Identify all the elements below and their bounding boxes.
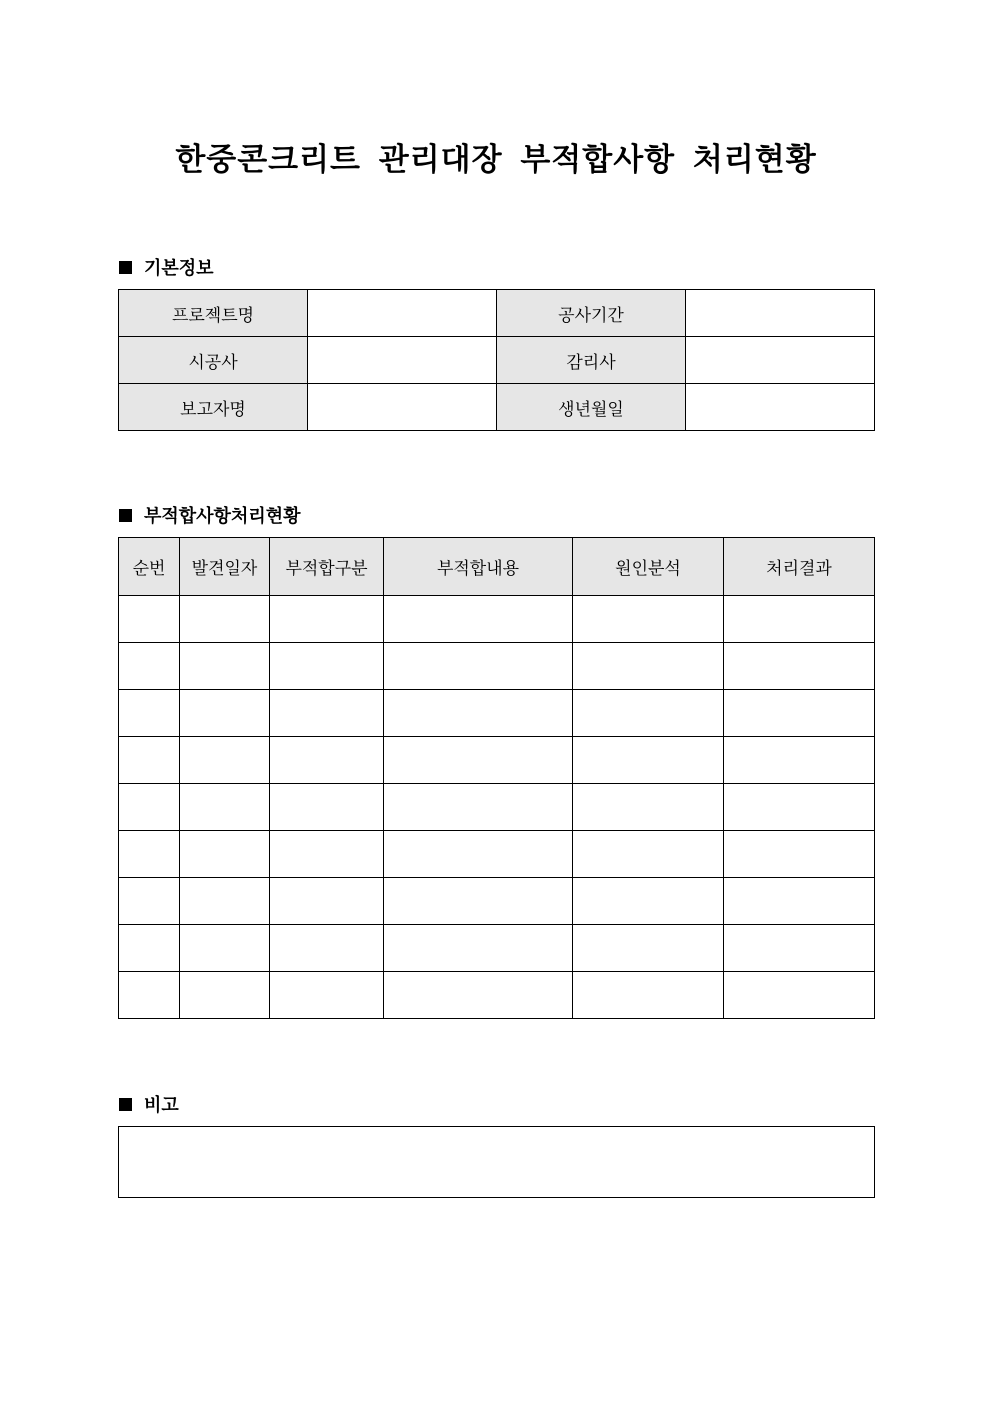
column-header: 발견일자 — [180, 538, 270, 596]
table-cell[interactable] — [180, 878, 270, 925]
table-cell[interactable] — [270, 878, 384, 925]
info-value-field[interactable] — [308, 384, 497, 431]
table-header-row — [119, 538, 875, 596]
info-label: 생년월일 — [497, 384, 686, 431]
table-cell[interactable] — [119, 596, 180, 643]
table-cell[interactable] — [270, 831, 384, 878]
square-bullet-icon — [119, 261, 132, 274]
table-cell[interactable] — [573, 643, 724, 690]
square-bullet-icon — [119, 509, 132, 522]
info-value-field[interactable] — [308, 337, 497, 384]
table-row — [119, 784, 875, 831]
table-cell[interactable] — [573, 690, 724, 737]
table-cell[interactable] — [270, 925, 384, 972]
table-cell[interactable] — [180, 925, 270, 972]
table-row — [119, 831, 875, 878]
table-cell[interactable] — [573, 972, 724, 1019]
table-cell[interactable] — [573, 878, 724, 925]
table-cell[interactable] — [573, 596, 724, 643]
table-cell[interactable] — [724, 925, 875, 972]
table-cell[interactable] — [384, 878, 573, 925]
table-cell[interactable] — [384, 690, 573, 737]
info-label: 공사기간 — [497, 290, 686, 337]
table-cell[interactable] — [270, 643, 384, 690]
info-value-field[interactable] — [686, 384, 875, 431]
remarks-box — [118, 1126, 875, 1198]
info-label: 감리사 — [497, 337, 686, 384]
table-cell[interactable] — [724, 690, 875, 737]
page-title: 한중콘크리트 관리대장 부적합사항 처리현황 — [175, 142, 817, 178]
table-cell[interactable] — [119, 784, 180, 831]
column-header: 부적합내용 — [384, 538, 573, 596]
table-cell[interactable] — [384, 596, 573, 643]
remarks-field[interactable] — [119, 1127, 875, 1198]
table-cell[interactable] — [119, 878, 180, 925]
table-cell[interactable] — [724, 972, 875, 1019]
table-cell[interactable] — [180, 596, 270, 643]
basic-info-table — [118, 289, 875, 431]
info-row — [119, 290, 875, 337]
table-cell[interactable] — [180, 643, 270, 690]
table-row — [119, 925, 875, 972]
table-cell[interactable] — [180, 972, 270, 1019]
table-cell[interactable] — [573, 784, 724, 831]
table-row — [119, 878, 875, 925]
table-cell[interactable] — [724, 784, 875, 831]
table-cell[interactable] — [119, 690, 180, 737]
table-row — [119, 972, 875, 1019]
table-cell[interactable] — [119, 831, 180, 878]
table-cell[interactable] — [180, 784, 270, 831]
table-cell[interactable] — [384, 831, 573, 878]
table-row — [119, 596, 875, 643]
nonconformity-table — [118, 537, 875, 1019]
column-header: 처리결과 — [724, 538, 875, 596]
info-row — [119, 337, 875, 384]
info-label: 보고자명 — [119, 384, 308, 431]
remarks-heading-label: 비고 — [144, 1095, 179, 1116]
column-header: 순번 — [119, 538, 180, 596]
info-label: 시공사 — [119, 337, 308, 384]
table-cell[interactable] — [724, 596, 875, 643]
table-cell[interactable] — [724, 737, 875, 784]
table-row — [119, 737, 875, 784]
basic-info-heading-label: 기본정보 — [144, 258, 214, 279]
info-value-field[interactable] — [686, 337, 875, 384]
table-cell[interactable] — [724, 643, 875, 690]
table-cell[interactable] — [270, 596, 384, 643]
info-value-field[interactable] — [686, 290, 875, 337]
table-cell[interactable] — [270, 690, 384, 737]
table-cell[interactable] — [180, 831, 270, 878]
nonconformity-heading-label: 부적합사항처리현황 — [144, 506, 301, 527]
table-cell[interactable] — [573, 737, 724, 784]
info-row — [119, 384, 875, 431]
table-cell[interactable] — [384, 972, 573, 1019]
nonconformity-heading — [119, 502, 301, 528]
column-header: 원인분석 — [573, 538, 724, 596]
table-cell[interactable] — [384, 737, 573, 784]
table-cell[interactable] — [119, 925, 180, 972]
table-cell[interactable] — [119, 737, 180, 784]
table-row — [119, 690, 875, 737]
basic-info-heading — [119, 254, 214, 280]
table-cell[interactable] — [573, 925, 724, 972]
table-cell[interactable] — [180, 690, 270, 737]
table-cell[interactable] — [384, 784, 573, 831]
table-cell[interactable] — [119, 972, 180, 1019]
column-header: 부적합구분 — [270, 538, 384, 596]
table-cell[interactable] — [119, 643, 180, 690]
square-bullet-icon — [119, 1098, 132, 1111]
table-cell[interactable] — [573, 831, 724, 878]
table-cell[interactable] — [384, 643, 573, 690]
table-cell[interactable] — [180, 737, 270, 784]
info-value-field[interactable] — [308, 290, 497, 337]
remarks-heading — [119, 1091, 179, 1117]
table-cell[interactable] — [384, 925, 573, 972]
info-label: 프로젝트명 — [119, 290, 308, 337]
table-cell[interactable] — [270, 737, 384, 784]
table-cell[interactable] — [270, 972, 384, 1019]
table-cell[interactable] — [724, 831, 875, 878]
table-cell[interactable] — [270, 784, 384, 831]
table-row — [119, 643, 875, 690]
table-cell[interactable] — [724, 878, 875, 925]
